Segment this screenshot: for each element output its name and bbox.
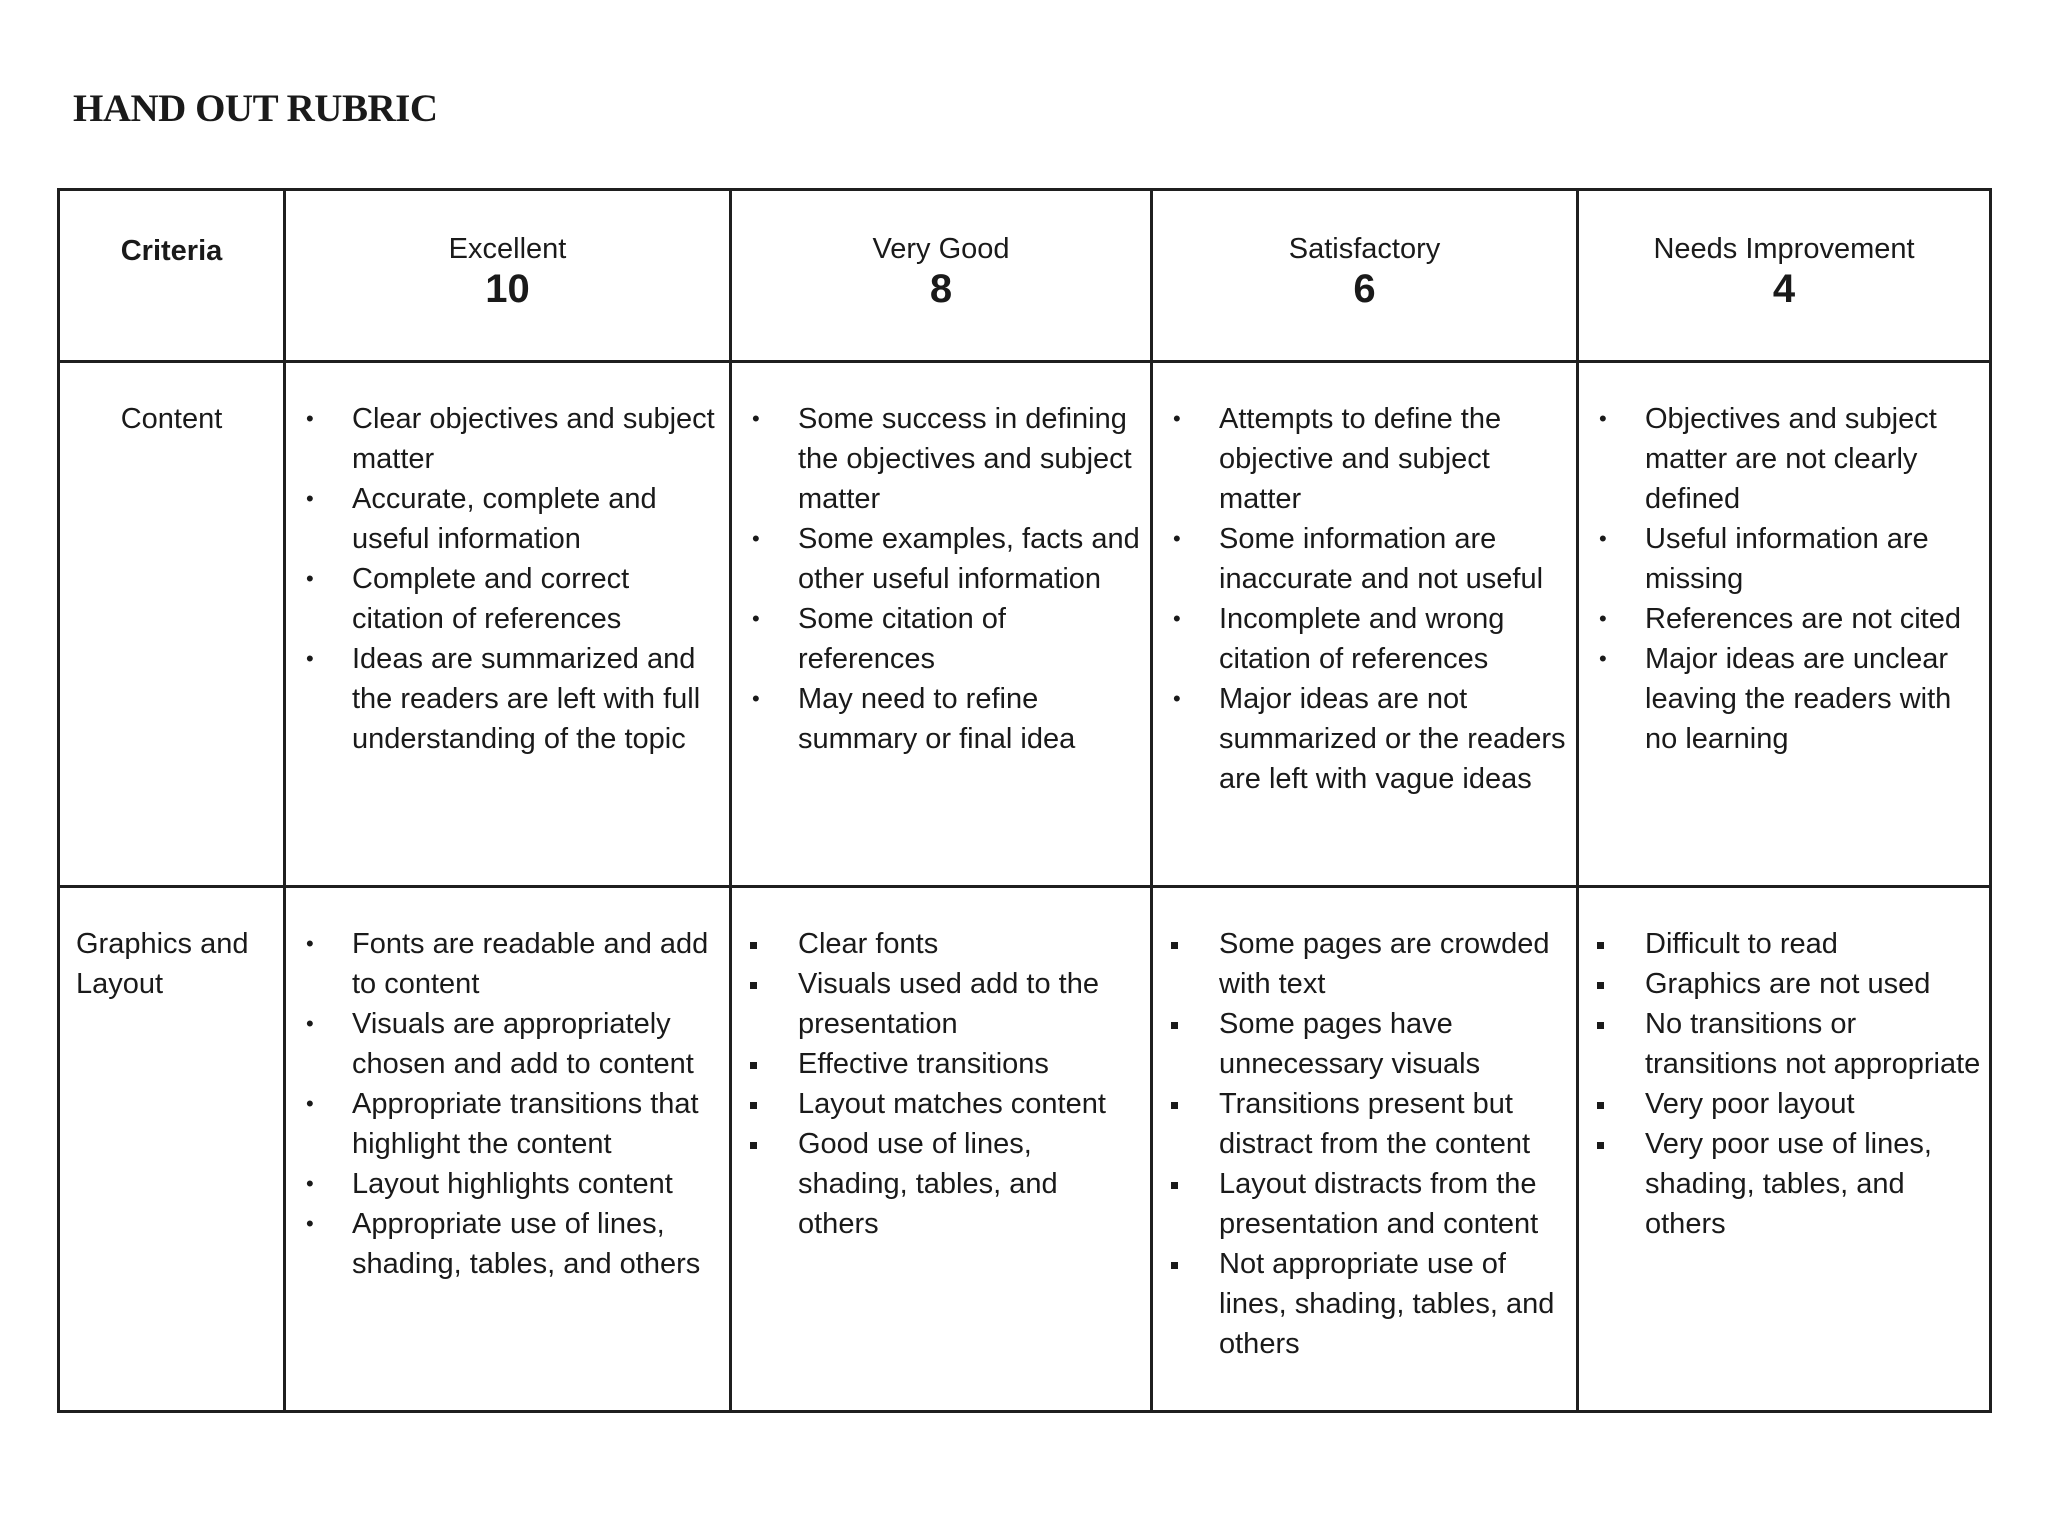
- descriptor-text: Transitions present but distract from the content: [1219, 1088, 1531, 1160]
- descriptor-text: Appropriate transitions that highlight the content: [352, 1088, 699, 1160]
- bullet-icon: [1597, 924, 1604, 964]
- descriptor-text: Major ideas are not summarized or the readers are left with vague ideas: [1219, 683, 1566, 795]
- descriptor-item: [292, 639, 723, 759]
- descriptor-item: [1159, 1244, 1570, 1364]
- descriptor-list: [1585, 399, 1983, 759]
- descriptor-item: [1585, 519, 1983, 599]
- descriptor-text: Some examples, facts and other useful information: [798, 523, 1140, 595]
- descriptor-item: [1585, 1084, 1983, 1124]
- bullet-icon: •: [306, 486, 314, 511]
- descriptor-item: [738, 519, 1144, 599]
- level-name: Excellent: [448, 233, 567, 265]
- bullet-icon: •: [752, 606, 760, 631]
- descriptor-cell: [1152, 887, 1578, 1412]
- bullet-icon: •: [1599, 646, 1607, 671]
- descriptor-text: Visuals are appropriately chosen and add to content: [352, 1008, 694, 1080]
- descriptor-list: [1159, 924, 1570, 1364]
- bullet-icon: •: [306, 1011, 314, 1036]
- descriptor-item: [1159, 924, 1570, 1004]
- descriptor-text: Some success in defining the objectives and subject matter: [798, 403, 1132, 515]
- descriptor-text: Clear objectives and subject matter: [352, 403, 715, 475]
- descriptor-item: [292, 479, 723, 559]
- level-name: Satisfactory: [1288, 233, 1441, 265]
- descriptor-text: No transitions or transitions not appropriate: [1645, 1008, 1981, 1080]
- bullet-icon: •: [306, 931, 314, 956]
- bullet-icon: [750, 1044, 757, 1084]
- descriptor-list: [1585, 924, 1983, 1244]
- bullet-icon: [1597, 1084, 1604, 1124]
- descriptor-item: [292, 559, 723, 639]
- descriptor-item: [738, 1084, 1144, 1124]
- descriptor-text: Graphics are not used: [1645, 968, 1931, 1000]
- level-header-needs-improvement: [1578, 190, 1991, 362]
- descriptor-item: [738, 679, 1144, 759]
- bullet-icon: •: [306, 1171, 314, 1196]
- descriptor-text: Some citation of references: [798, 603, 1006, 675]
- criterion-label: Graphics and Layout: [59, 887, 285, 1412]
- descriptor-item: [1585, 639, 1983, 759]
- descriptor-list: [292, 924, 723, 1284]
- descriptor-text: References are not cited: [1645, 603, 1961, 635]
- bullet-icon: •: [306, 1091, 314, 1116]
- descriptor-cell: [731, 362, 1152, 887]
- descriptor-text: Appropriate use of lines, shading, tables, and others: [352, 1208, 701, 1280]
- rubric-table: [57, 188, 1992, 1413]
- bullet-icon: [1597, 1004, 1604, 1044]
- descriptor-text: Fonts are readable and add to content: [352, 928, 709, 1000]
- bullet-icon: [750, 1084, 757, 1124]
- descriptor-text: May need to refine summary or final idea: [798, 683, 1076, 755]
- descriptor-text: Ideas are summarized and the readers are left with full understanding of the topic: [352, 643, 701, 755]
- bullet-icon: •: [306, 566, 314, 591]
- bullet-icon: •: [752, 526, 760, 551]
- descriptor-text: Very poor layout: [1645, 1088, 1855, 1120]
- descriptor-text: Good use of lines, shading, tables, and others: [798, 1128, 1058, 1240]
- descriptor-item: [292, 1004, 723, 1084]
- descriptor-item: [1159, 1004, 1570, 1084]
- descriptor-cell: [731, 887, 1152, 1412]
- descriptor-list: [292, 399, 723, 759]
- criterion-row-content: [59, 362, 1991, 887]
- descriptor-text: Difficult to read: [1645, 928, 1838, 960]
- level-score: 6: [1353, 267, 1376, 311]
- bullet-icon: •: [1173, 406, 1181, 431]
- bullet-icon: •: [306, 646, 314, 671]
- descriptor-cell: [285, 887, 731, 1412]
- bullet-icon: •: [1599, 406, 1607, 431]
- descriptor-item: [1159, 399, 1570, 519]
- bullet-icon: •: [1173, 686, 1181, 711]
- descriptor-text: Not appropriate use of lines, shading, tables, and others: [1219, 1248, 1555, 1360]
- descriptor-text: Layout distracts from the presentation and content: [1219, 1168, 1539, 1240]
- descriptor-text: Objectives and subject matter are not clearly defined: [1645, 403, 1937, 515]
- criteria-header: Criteria: [59, 190, 285, 362]
- descriptor-item: [292, 1164, 723, 1204]
- descriptor-text: Accurate, complete and useful information: [352, 483, 657, 555]
- bullet-icon: •: [752, 406, 760, 431]
- descriptor-cell: [1152, 362, 1578, 887]
- descriptor-item: [738, 599, 1144, 679]
- descriptor-cell: [285, 362, 731, 887]
- level-name: Very Good: [872, 233, 1010, 265]
- descriptor-text: Layout matches content: [798, 1088, 1106, 1120]
- descriptor-item: [1159, 679, 1570, 799]
- descriptor-item: [1585, 964, 1983, 1004]
- page-title: HAND OUT RUBRIC: [73, 87, 438, 130]
- descriptor-cell: [1578, 362, 1991, 887]
- descriptor-text: Effective transitions: [798, 1048, 1049, 1080]
- level-header-very-good: [731, 190, 1152, 362]
- level-score: 10: [485, 267, 530, 311]
- descriptor-item: [738, 964, 1144, 1044]
- level-score: 8: [929, 267, 953, 311]
- descriptor-item: [1585, 599, 1983, 639]
- descriptor-text: Complete and correct citation of references: [352, 563, 630, 635]
- criterion-row-graphics-and-layout: [59, 887, 1991, 1412]
- descriptor-text: Some information are inaccurate and not useful: [1219, 523, 1544, 595]
- bullet-icon: [1171, 924, 1178, 964]
- bullet-icon: [1171, 1164, 1178, 1204]
- descriptor-text: Layout highlights content: [352, 1168, 673, 1200]
- descriptor-item: [738, 1124, 1144, 1244]
- descriptor-item: [292, 1084, 723, 1164]
- bullet-icon: •: [1599, 526, 1607, 551]
- descriptor-list: [1159, 399, 1570, 799]
- bullet-icon: •: [752, 686, 760, 711]
- bullet-icon: [1171, 1084, 1178, 1124]
- descriptor-item: [1159, 1084, 1570, 1164]
- bullet-icon: [750, 1124, 757, 1164]
- descriptor-text: Some pages have unnecessary visuals: [1219, 1008, 1481, 1080]
- descriptor-text: Major ideas are unclear leaving the readers with no learning: [1645, 643, 1952, 755]
- header-row: [59, 190, 1991, 362]
- descriptor-text: Clear fonts: [798, 928, 939, 960]
- bullet-icon: •: [306, 406, 314, 431]
- descriptor-item: [292, 1204, 723, 1284]
- level-score: 4: [1772, 267, 1796, 311]
- descriptor-list: [738, 399, 1144, 759]
- descriptor-item: [292, 399, 723, 479]
- descriptor-text: Incomplete and wrong citation of references: [1219, 603, 1505, 675]
- descriptor-text: Very poor use of lines, shading, tables, and others: [1645, 1128, 1932, 1240]
- descriptor-list: [738, 924, 1144, 1244]
- bullet-icon: [1171, 1004, 1178, 1044]
- bullet-icon: [750, 924, 757, 964]
- descriptor-text: Attempts to define the objective and subject matter: [1219, 403, 1502, 515]
- level-name: Needs Improvement: [1653, 233, 1915, 265]
- descriptor-item: [1585, 1124, 1983, 1244]
- bullet-icon: [1597, 964, 1604, 1004]
- descriptor-item: [738, 1044, 1144, 1084]
- bullet-icon: [750, 964, 757, 1004]
- descriptor-text: Useful information are missing: [1645, 523, 1929, 595]
- descriptor-text: Visuals used add to the presentation: [798, 968, 1099, 1040]
- bullet-icon: •: [1173, 526, 1181, 551]
- bullet-icon: •: [1173, 606, 1181, 631]
- descriptor-item: [1159, 599, 1570, 679]
- descriptor-item: [292, 924, 723, 1004]
- level-header-satisfactory: [1152, 190, 1578, 362]
- bullet-icon: •: [306, 1211, 314, 1236]
- descriptor-text: Some pages are crowded with text: [1219, 928, 1550, 1000]
- descriptor-item: [1585, 399, 1983, 519]
- bullet-icon: •: [1599, 606, 1607, 631]
- descriptor-item: [1585, 1004, 1983, 1084]
- descriptor-item: [738, 399, 1144, 519]
- criterion-label: Content: [59, 362, 285, 887]
- descriptor-item: [738, 924, 1144, 964]
- bullet-icon: [1171, 1244, 1178, 1284]
- descriptor-item: [1159, 519, 1570, 599]
- bullet-icon: [1597, 1124, 1604, 1164]
- descriptor-item: [1159, 1164, 1570, 1244]
- level-header-excellent: [285, 190, 731, 362]
- descriptor-item: [1585, 924, 1983, 964]
- descriptor-cell: [1578, 887, 1991, 1412]
